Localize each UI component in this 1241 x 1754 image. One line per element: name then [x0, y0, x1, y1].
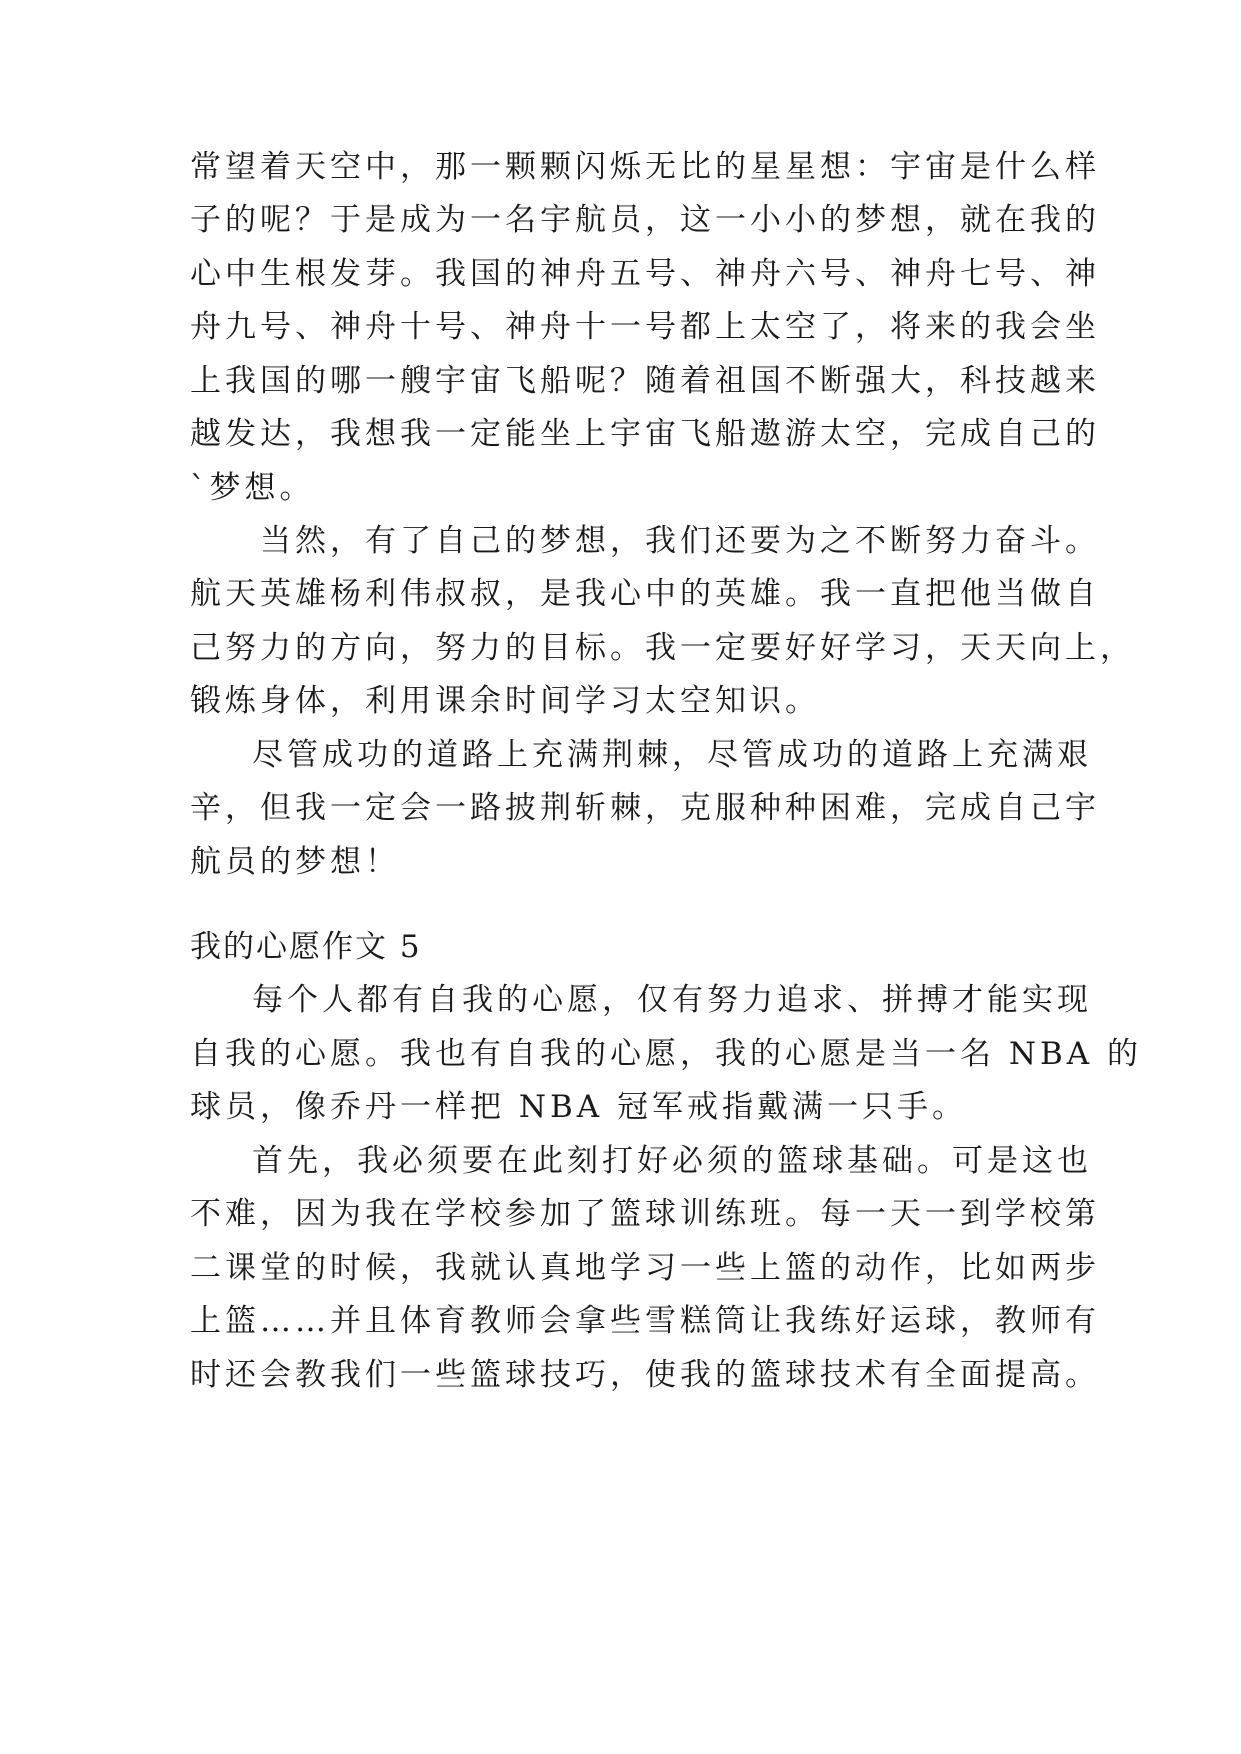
- text-line: 越发达，我想我一定能坐上宇宙飞船遨游太空，完成自己的: [190, 416, 1100, 452]
- text-line: 上篮……并且体育教师会拿些雪糕筒让我练好运球，教师有: [190, 1303, 1100, 1339]
- text-line: 球员，像乔丹一样把 NBA 冠军戒指戴满一只手。: [190, 1089, 967, 1125]
- text-line: 自我的心愿。我也有自我的心愿，我的心愿是当一名 NBA 的: [190, 1036, 1142, 1072]
- paragraph-first-line: 每个人都有自我的心愿，仅有努力追求、拼搏才能实现: [252, 982, 1092, 1018]
- text-line: 上我国的哪一艘宇宙飞船呢？随着祖国不断强大，科技越来: [190, 363, 1100, 399]
- paragraph-first-line: 当然，有了自己的梦想，我们还要为之不断努力奋斗。: [260, 523, 1100, 559]
- text-line: `梦想。: [190, 470, 315, 506]
- text-line: 子的呢？于是成为一名宇航员，这一小小的梦想，就在我的: [190, 202, 1100, 238]
- text-line: 己努力的方向，努力的目标。我一定要好好学习，天天向上，: [190, 630, 1135, 666]
- text-line: 辛，但我一定会一路披荆斩棘，克服种种困难，完成自己宇: [190, 790, 1100, 826]
- text-line: 航天英雄杨利伟叔叔，是我心中的英雄。我一直把他当做自: [190, 576, 1100, 612]
- text-line: 航员的梦想！: [190, 844, 400, 880]
- essay-title: 我的心愿作文 5: [190, 929, 422, 965]
- text-line: 心中生根发芽。我国的神舟五号、神舟六号、神舟七号、神: [190, 256, 1100, 292]
- text-line: 时还会教我们一些篮球技巧，使我的篮球技术有全面提高。: [190, 1357, 1100, 1393]
- paragraph-first-line: 首先，我必须要在此刻打好必须的篮球基础。可是这也: [252, 1143, 1092, 1179]
- text-line: 二课堂的时候，我就认真地学习一些上篮的动作，比如两步: [190, 1250, 1100, 1286]
- text-line: 不难，因为我在学校参加了篮球训练班。每一天一到学校第: [190, 1196, 1100, 1232]
- text-line: 舟九号、神舟十号、神舟十一号都上太空了，将来的我会坐: [190, 309, 1100, 345]
- text-line: 常望着天空中，那一颗颗闪烁无比的星星想：宇宙是什么样: [190, 149, 1100, 185]
- text-line: 锻炼身体，利用课余时间学习太空知识。: [190, 683, 820, 719]
- paragraph-first-line: 尽管成功的道路上充满荆棘，尽管成功的道路上充满艰: [252, 737, 1092, 773]
